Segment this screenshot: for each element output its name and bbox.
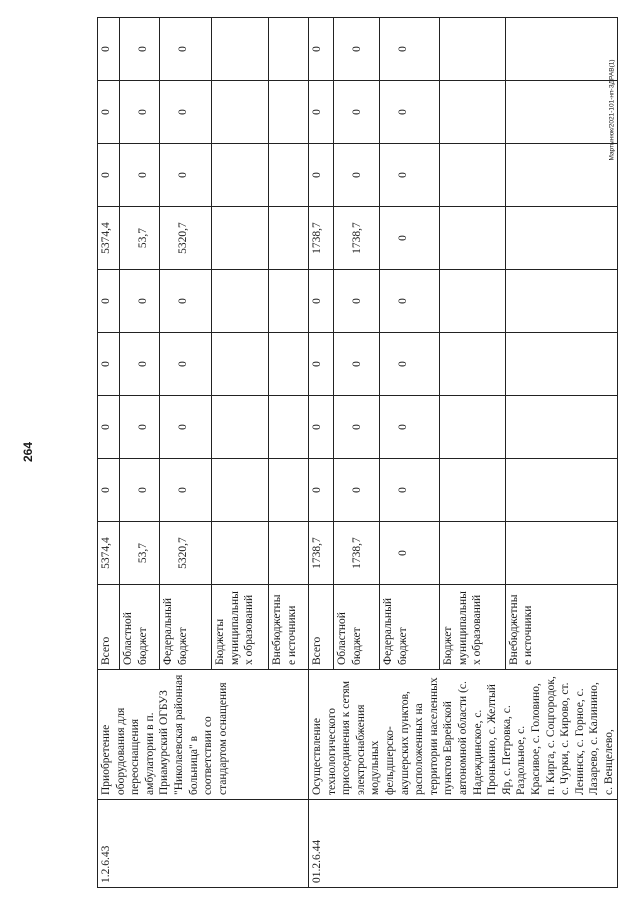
empty-value-cell — [212, 18, 269, 81]
empty-value-cell — [440, 522, 506, 585]
funding-source: Бюджеты муниципальны х образований — [212, 585, 269, 670]
value-cell: 0 — [160, 270, 212, 333]
measure-name: Осуществление технологического присоединения к сетям электроснабжения модульных фельдшерско-акушерских пунктов, расположенных на территории населенных пунктов Еврейской автономной области (с. Надеждинское, с. Пронькино, с. Желтый Яр, с. Петровка, с. Раздольное, с. Красивое, с. Головино, п. Кирга, с. Соцгородок, с. Чурки, с. Кирово, ст. Ленинск, с. Горное, с. Лазарево, с. Калинино, с. Венцелево, — [309, 670, 618, 800]
funding-source: Внебюджетны е источники — [269, 585, 309, 670]
value-cell: 0 — [334, 270, 380, 333]
value-cell: 0 — [120, 18, 160, 81]
value-cell: 0 — [334, 144, 380, 207]
budget-table — [97, 17, 618, 888]
empty-value-cell — [269, 522, 309, 585]
value-cell: 0 — [380, 207, 440, 270]
empty-value-cell — [505, 18, 618, 81]
funding-source: Внебюджетны е источники — [505, 585, 618, 670]
measure-code: 01.2.6.44 — [309, 800, 618, 888]
value-cell: 0 — [309, 459, 334, 522]
value-cell: 1738,7 — [334, 522, 380, 585]
empty-value-cell — [505, 333, 618, 396]
value-cell: 0 — [334, 18, 380, 81]
empty-value-cell — [505, 270, 618, 333]
empty-value-cell — [212, 81, 269, 144]
measure-code: 1.2.6.43 — [98, 800, 309, 888]
value-cell: 0 — [380, 459, 440, 522]
funding-source: Бюджет муниципальны х образований — [440, 585, 506, 670]
value-cell: 0 — [380, 270, 440, 333]
value-cell: 53,7 — [120, 522, 160, 585]
table-row — [309, 18, 334, 888]
empty-value-cell — [212, 333, 269, 396]
value-cell: 0 — [309, 81, 334, 144]
document-side-code: Мартынюк/2021-101-нп-ЗДРАВ(1) — [608, 59, 616, 161]
value-cell: 5374,4 — [98, 207, 120, 270]
value-cell: 0 — [380, 522, 440, 585]
table-row — [98, 18, 120, 888]
empty-value-cell — [440, 144, 506, 207]
value-cell: 0 — [98, 270, 120, 333]
value-cell: 0 — [120, 459, 160, 522]
value-cell: 0 — [120, 270, 160, 333]
empty-value-cell — [505, 522, 618, 585]
value-cell: 0 — [334, 81, 380, 144]
value-cell: 0 — [160, 396, 212, 459]
value-cell: 5374,4 — [98, 522, 120, 585]
value-cell: 1738,7 — [309, 207, 334, 270]
empty-value-cell — [440, 270, 506, 333]
empty-value-cell — [212, 270, 269, 333]
value-cell: 5320,7 — [160, 522, 212, 585]
value-cell: 0 — [160, 144, 212, 207]
empty-value-cell — [440, 333, 506, 396]
value-cell: 0 — [309, 333, 334, 396]
value-cell: 0 — [380, 396, 440, 459]
value-cell: 0 — [334, 459, 380, 522]
empty-value-cell — [269, 396, 309, 459]
empty-value-cell — [440, 459, 506, 522]
value-cell: 0 — [120, 81, 160, 144]
empty-value-cell — [269, 81, 309, 144]
empty-value-cell — [505, 81, 618, 144]
value-cell: 0 — [309, 396, 334, 459]
empty-value-cell — [505, 396, 618, 459]
funding-source: Областной бюджет — [334, 585, 380, 670]
empty-value-cell — [269, 270, 309, 333]
value-cell: 0 — [160, 333, 212, 396]
value-cell: 53,7 — [120, 207, 160, 270]
funding-source: Всего — [309, 585, 334, 670]
empty-value-cell — [269, 333, 309, 396]
funding-source: Федеральный бюджет — [380, 585, 440, 670]
value-cell: 0 — [380, 18, 440, 81]
value-cell: 0 — [309, 18, 334, 81]
value-cell: 0 — [334, 396, 380, 459]
value-cell: 5320,7 — [160, 207, 212, 270]
value-cell: 0 — [380, 333, 440, 396]
empty-value-cell — [269, 207, 309, 270]
empty-value-cell — [440, 18, 506, 81]
empty-value-cell — [269, 459, 309, 522]
funding-source: Всего — [98, 585, 120, 670]
empty-value-cell — [505, 207, 618, 270]
value-cell: 1738,7 — [334, 207, 380, 270]
funding-source: Федеральный бюджет — [160, 585, 212, 670]
value-cell: 0 — [98, 144, 120, 207]
value-cell: 0 — [380, 81, 440, 144]
empty-value-cell — [505, 144, 618, 207]
value-cell: 0 — [160, 18, 212, 81]
empty-value-cell — [505, 459, 618, 522]
empty-value-cell — [440, 207, 506, 270]
empty-value-cell — [212, 144, 269, 207]
value-cell: 0 — [120, 333, 160, 396]
funding-source: Областной бюджет — [120, 585, 160, 670]
empty-value-cell — [269, 18, 309, 81]
budget-table-body — [98, 18, 618, 888]
empty-value-cell — [212, 207, 269, 270]
value-cell: 0 — [98, 459, 120, 522]
empty-value-cell — [269, 144, 309, 207]
value-cell: 0 — [120, 144, 160, 207]
value-cell: 0 — [380, 144, 440, 207]
empty-value-cell — [212, 459, 269, 522]
empty-value-cell — [212, 396, 269, 459]
value-cell: 0 — [160, 81, 212, 144]
empty-value-cell — [440, 396, 506, 459]
value-cell: 0 — [98, 18, 120, 81]
value-cell: 0 — [334, 333, 380, 396]
empty-value-cell — [212, 522, 269, 585]
page-number: 264 — [21, 441, 35, 463]
value-cell: 0 — [309, 270, 334, 333]
value-cell: 0 — [98, 396, 120, 459]
empty-value-cell — [440, 81, 506, 144]
value-cell: 0 — [120, 396, 160, 459]
value-cell: 0 — [160, 459, 212, 522]
value-cell: 0 — [309, 144, 334, 207]
value-cell: 1738,7 — [309, 522, 334, 585]
value-cell: 0 — [98, 333, 120, 396]
measure-name: Приобретение оборудования для переоснащения амбулатории в п. Приамурский ОГБУЗ "Николаевская районная больница" в соответствии со стандартом оснащения — [98, 670, 309, 800]
value-cell: 0 — [98, 81, 120, 144]
